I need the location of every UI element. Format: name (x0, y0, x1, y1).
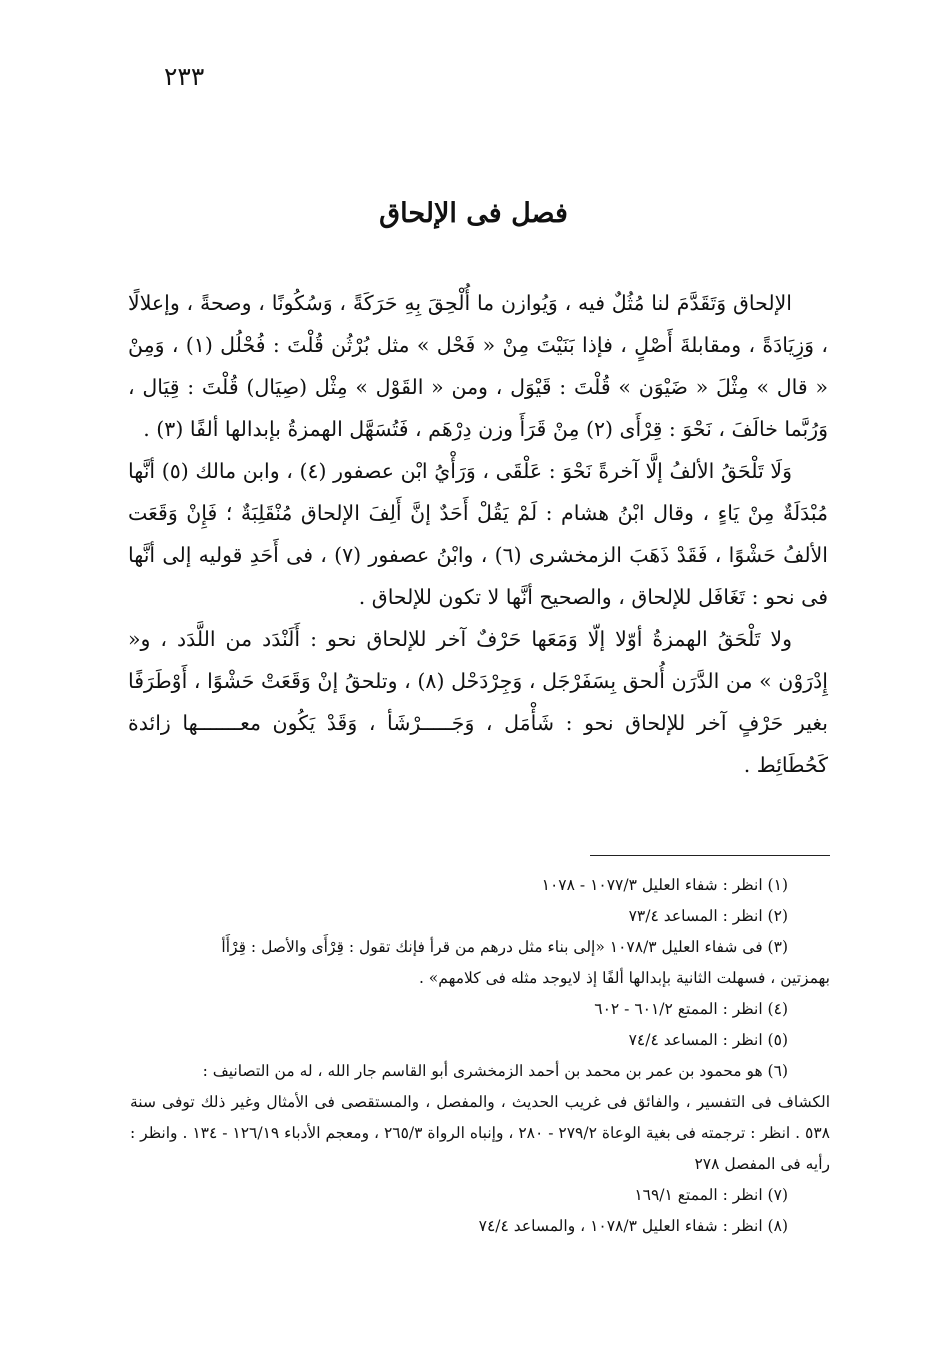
footnote-continuation: بهمزتين ، فسهلت الثانية بإبدالها ألفًا إذ لايوجد مثله فى كلامهم» . (418, 969, 830, 987)
footnote (130, 1056, 830, 1180)
footnotes (130, 870, 830, 1242)
footnote (130, 932, 830, 994)
footnote-text: (٨) انظر : شفاء العليل ١٠٧٨/٣ ، والمساعد ٧٤/٤ (478, 1217, 788, 1235)
footnote (130, 870, 830, 901)
footnote (130, 1025, 830, 1056)
footnote-text: (٥) انظر : المساعد ٧٤/٤ (628, 1031, 788, 1049)
section-title: فصل فى الإلحاق (379, 198, 568, 229)
page-number: ٢٣٣ (164, 62, 205, 91)
footnote (130, 901, 830, 932)
paragraph: الإلحاق وَتَقَدَّمَ لنا مُثُلٌ فيه ، وَيُوازن ما أُلْحِقَ بِهِ حَرَكَةً ، وَسُكُونًا ، وصحةً ، وإعلالًا ، وَزِيَادَةً ، ومقابلةَ أَصْلٍ ، فإذا بَنَيْتَ مِنْ « فَحْل » مثل بُرْثُن قُلْتَ : فُحْلُل (١) ، وَمِنْ « قال » مِثْلَ « ضَيْوَن » قُلْتَ : قَيْوَل ، ومن « القَوْل » مِثْل (صِيَال) قُلْتَ : قِيَال ، وَرُبَّما خالَفَ ، نَحْوَ : قِرْأَى (٢) مِنْ قَرَأَ وزن دِرْهَم ، فَتُسَهَّل الهمزةُ بإبدالها ألفًا (٣) . (128, 291, 828, 441)
footnote-text: (٤) انظر : الممتع ٦٠١/٢ - ٦٠٢ (594, 1000, 788, 1018)
paragraph: وَلَا تَلْحَقُ الألفُ إلَّا آخرةً نَحْوَ : عَلْقَى ، وَرَأْيُ ابْن عصفور (٤) ، وابن مالك (٥) أنَّها مُبْدَلَةٌ مِنْ يَاءٍ ، وقال ابْنُ هشام : لَمْ يَقُلْ أَحَدٌ إنَّ أَلِفَ الإلحاق مُنْقَلِبَةٌ ؛ فَإِنْ وَقَعَت الألفُ حَشْوًا ، فَقَدْ ذَهَبَ الزمخشرى (٦) ، وابْنُ عصفور (٧) ، فى أَحَدِ قوليه إلى أنَّها فى نحو : تَغَافَل للإلحاق ، والصحيح أنَّها لا تكون للإلحاق . (128, 459, 828, 609)
main-text (128, 282, 828, 786)
footnote (130, 1180, 830, 1211)
footnote (130, 1211, 830, 1242)
footnote-text: (٢) انظر : المساعد ٧٣/٤ (628, 907, 788, 925)
footnote-text: (٧) انظر : الممتع ١٦٩/١ (634, 1186, 788, 1204)
footnote-text: (١) انظر : شفاء العليل ١٠٧٧/٣ - ١٠٧٨ (541, 876, 788, 894)
paragraph: ولا تَلْحَقُ الهمزةُ أوّلا إلّا وَمَعَها حَرْفٌ آخر للإلحاق نحو : أَلَنْدَد من اللَّدَد ، و« إِدْرَوْن » من الدَّرَن أُلحق بِسَفَرْجَل ، وَجِرْدَحْل (٨) ، وتلحقُ إنْ وَقَعَتْ حَشْوًا ، أَوْطَرَفًا بغير حَرْفٍ آخر للإلحاق نحو : شَأْمَل ، وَجَـــــرْشَأ ، وَقَدْ يَكُون معـــــــها زائدة كَحُطَائِط . (128, 627, 828, 777)
footnote-divider (590, 855, 830, 856)
footnote-text: (٦) هو محمود بن عمر بن محمد بن أحمد الزمخشرى أبو القاسم جار الله ، له من التصانيف : (202, 1062, 788, 1080)
footnote (130, 994, 830, 1025)
footnote-text: (٣) فى شفاء العليل ١٠٧٨/٣ «إلى بناء مثل درهم من قرأ فإنك تقول : قِرْأَى والأصل : قِرْأَأ (221, 938, 788, 956)
footnote-continuation: الكشاف فى التفسير ، والفائق فى غريب الحديث ، والمفصل ، والمستقصى فى الأمثال وغير ذلك توفى سنة ٥٣٨ . انظر : ترجمته فى بغية الوعاة ٢٧٩/٢ - ٢٨٠ ، وإنباه الرواة ٢٦٥/٣ ، ومعجم الأدباء ١٢٦/١٩ - ١٣٤ . وانظر : رأيه فى المفصل ٢٧٨ (130, 1093, 830, 1173)
